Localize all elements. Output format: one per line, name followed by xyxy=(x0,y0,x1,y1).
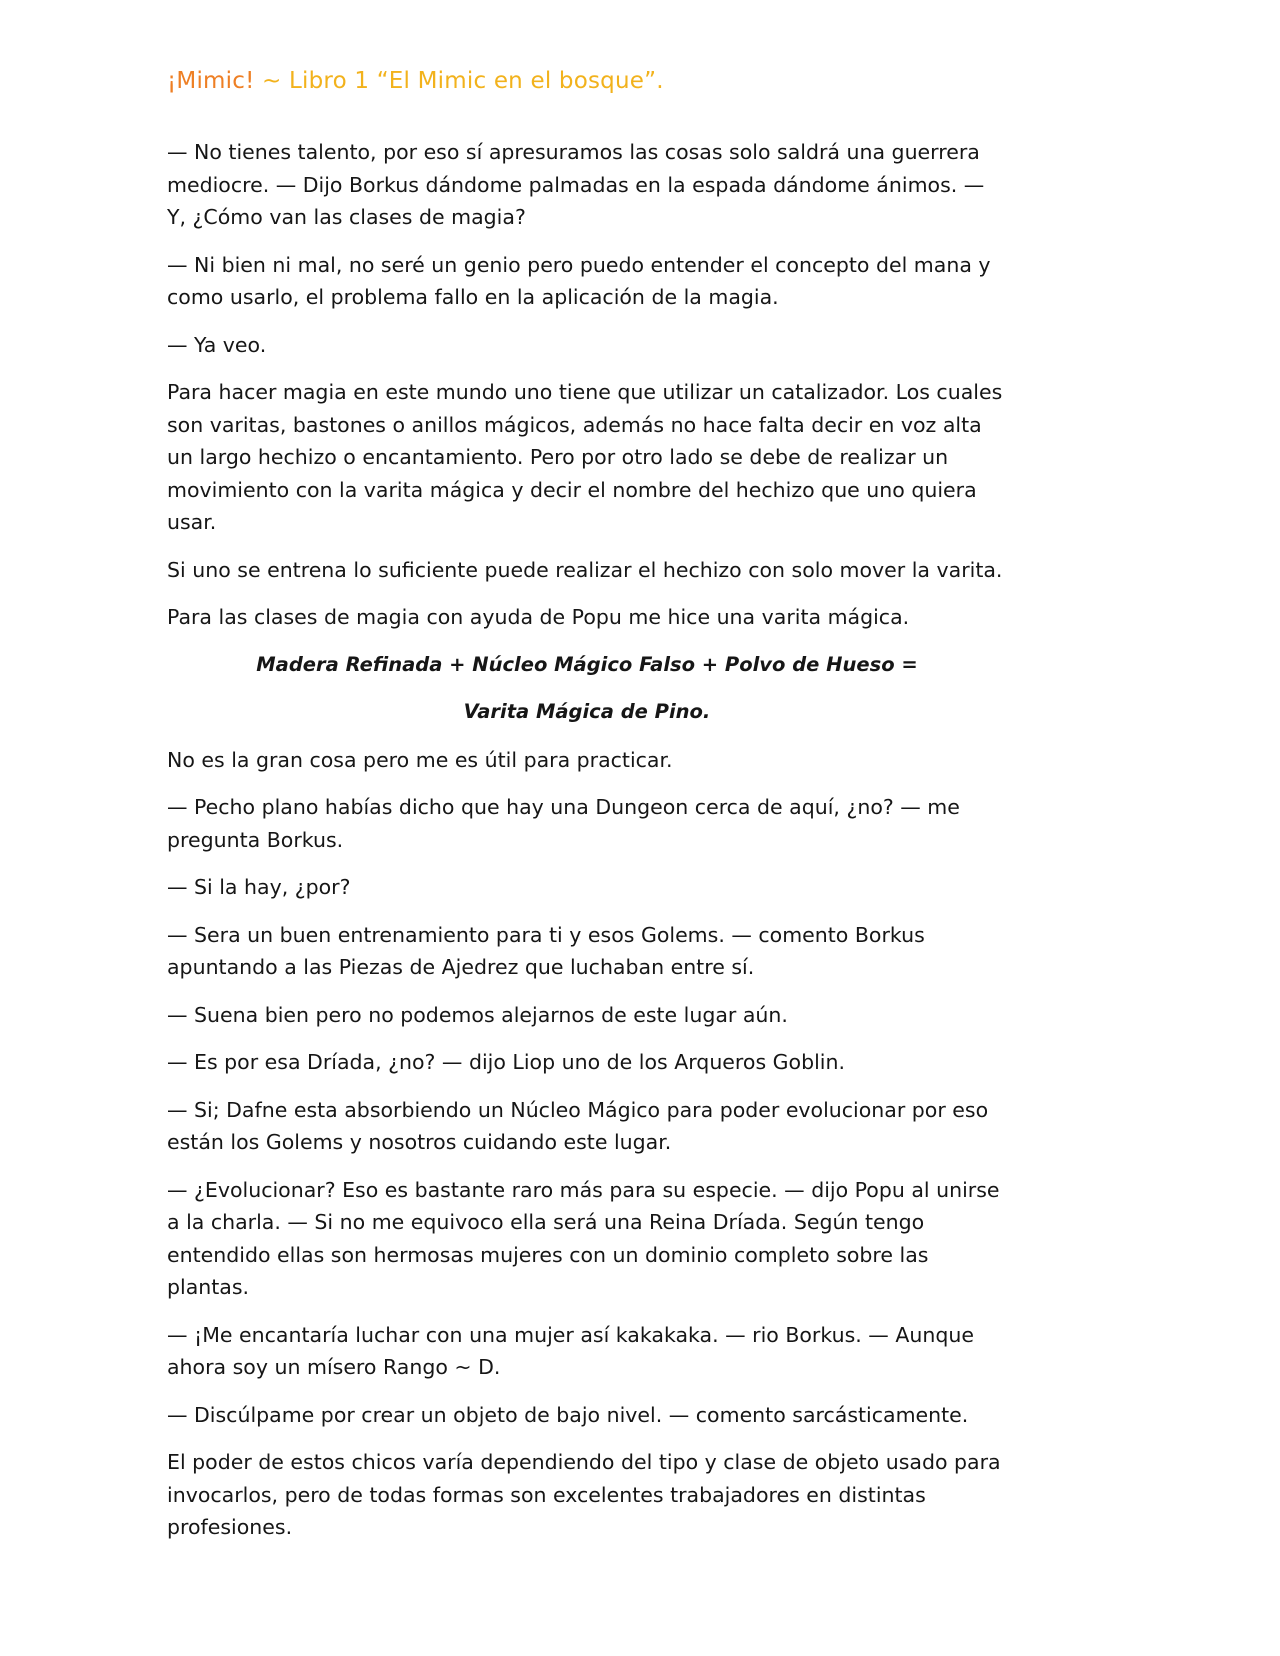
paragraph: — Ya veo. xyxy=(167,332,267,357)
paragraph: — Suena bien pero no podemos alejarnos de este lugar aún. xyxy=(167,1002,788,1027)
header-title: ~ Libro 1 “El Mimic en el bosque”. xyxy=(254,68,664,94)
paragraph: — Es por esa Dríada, ¿no? — dijo Liop uno de los Arqueros Goblin. xyxy=(167,1050,845,1074)
paragraph: — Ni bien ni mal, no seré un genio pero puedo entender el concepto del mana y como usarlo, el problema fallo en la aplicación de la magia. xyxy=(167,252,991,309)
paragraph: — ¿Evolucionar? Eso es bastante raro más para su especie. — dijo Popu al unirse a la charla. — Si no me equivoco ella será una Reina Dríada. Según tengo entendido ellas son hermosas mujeres con un dominio completo sobre las plantas. xyxy=(167,1177,1000,1299)
paragraph: Para las clases de magia con ayuda de Popu me hice una varita mágica. xyxy=(167,605,910,629)
header-brand: ¡Mimic! xyxy=(167,68,255,94)
paragraph: — Si la hay, ¿por? xyxy=(167,875,351,899)
paragraph: Si uno se entrena lo suficiente puede realizar el hechizo con solo mover la varita. xyxy=(167,557,1003,582)
body-text xyxy=(167,136,1007,1559)
paragraph: No es la gran cosa pero me es útil para practicar. xyxy=(167,747,673,772)
paragraph: Para hacer magia en este mundo uno tiene que utilizar un catalizador. Los cuales son varitas, bastones o anillos mágicos, además no hace falta decir en voz alta un largo hechizo o encantamiento. Pero por otro lado se debe de realizar un movimiento con la varita mágica y decir el nombre del hechizo que uno quiera usar. xyxy=(167,380,1003,534)
paragraph: — ¡Me encantaría luchar con una mujer así kakakaka. — rio Borkus. — Aunque ahora soy un mísero Rango ~ D. xyxy=(167,1322,974,1379)
paragraph: — Si; Dafne esta absorbiendo un Núcleo Mágico para poder evolucionar por eso están los Golems y nosotros cuidando este lugar. xyxy=(167,1097,989,1154)
paragraph: — Sera un buen entrenamiento para ti y esos Golems. — comento Borkus apuntando a las Piezas de Ajedrez que luchaban entre sí. xyxy=(167,922,925,979)
paragraph: — Discúlpame por crear un objeto de bajo nivel. — comento sarcásticamente. xyxy=(167,1402,969,1427)
page-header xyxy=(167,68,664,94)
crafting-formula: Madera Refinada + Núcleo Mágico Falso + Polvo de Hueso = xyxy=(256,652,918,676)
paragraph: El poder de estos chicos varía dependiendo del tipo y clase de objeto usado para invocarlos, pero de todas formas son excelentes trabajadores en distintas profesiones. xyxy=(167,1450,1001,1539)
crafting-result: Varita Mágica de Pino. xyxy=(463,700,711,723)
paragraph: — Pecho plano habías dicho que hay una Dungeon cerca de aquí, ¿no? — me pregunta Borkus. xyxy=(167,795,960,852)
paragraph: — No tienes talento, por eso sí apresuramos las cosas solo saldrá una guerrera mediocre. — Dijo Borkus dándome palmadas en la espada dándome ánimos. — Y, ¿Cómo van las clases de magia? xyxy=(167,140,985,229)
